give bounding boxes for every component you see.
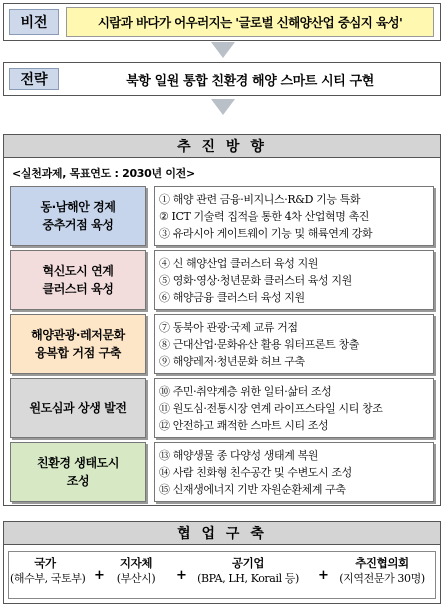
vision-label: 비전 bbox=[9, 9, 59, 35]
task-title-line: 클러스터 육성 bbox=[42, 282, 114, 296]
task-item: ⑬ 해양생물 종 다양성 생태계 복원 bbox=[159, 448, 319, 462]
strategy-label: 전략 bbox=[9, 68, 59, 90]
partner-detail: (해수부, 국토부) bbox=[10, 572, 86, 585]
task-item: ⑤ 영화·영상·청년문화 클러스터 육성 지원 bbox=[159, 273, 352, 287]
task-title-line: 해양관광·레저문화 bbox=[31, 328, 125, 342]
partner-detail: (지역전문가 30명) bbox=[339, 572, 425, 585]
vision-text: 시람과 바다가 어우러지는 '글로벌 신해양산업 중심지 육성' bbox=[66, 7, 434, 37]
partner-name: 국가 bbox=[34, 556, 56, 570]
vision-row bbox=[3, 3, 441, 41]
down-arrow-icon bbox=[211, 42, 235, 58]
partner-detail: (부산시) bbox=[116, 572, 156, 585]
task-item: ③ 유라시아 게이트웨이 기능 및 해륙연계 강화 bbox=[159, 226, 373, 240]
task-item: ④ 신 해양산업 클러스터 육성 지원 bbox=[159, 256, 319, 270]
task-title-line: 조성 bbox=[66, 474, 90, 488]
partner-detail: (BPA, LH, Korail 등) bbox=[197, 572, 299, 585]
task-item: ⑥ 해양금융 클러스터 육성 지원 bbox=[159, 290, 305, 304]
task-item: ⑦ 동북아 관광·국제 교류 거점 bbox=[159, 320, 298, 334]
strategy-row bbox=[3, 62, 441, 96]
task-title-line: 융복합 거점 구축 bbox=[35, 346, 121, 360]
task-item: ① 해양 관련 금융·비지니스·R&D 기능 특화 bbox=[159, 192, 361, 206]
task-title-box bbox=[10, 442, 146, 502]
partner-local-gov bbox=[106, 556, 166, 586]
strategy-text: 북항 일원 통합 친환경 해양 스마트 시티 구현 bbox=[126, 73, 374, 89]
down-arrow-icon bbox=[211, 99, 235, 115]
partner-name: 추진협의회 bbox=[355, 556, 409, 570]
task-item: ⑫ 안전하고 쾌적한 스마트 시티 조성 bbox=[159, 418, 329, 432]
direction-subtitle: <실천과제, 목표연도 : 2030년 이전> bbox=[12, 167, 195, 180]
task-title-line: 원도심과 상생 발전 bbox=[29, 401, 127, 415]
task-item: ⑪ 원도심·전통시장 연계 라이프스타일 시티 창조 bbox=[159, 401, 383, 415]
task-item: ⑩ 주민·취약계층 위한 일터·삶터 조성 bbox=[159, 384, 332, 398]
task-items-box bbox=[154, 314, 434, 374]
cooperation-title: 협 업 구 축 bbox=[3, 521, 441, 545]
task-items-box bbox=[154, 250, 434, 310]
task-title-box bbox=[10, 378, 146, 438]
partner-name: 공기업 bbox=[231, 556, 265, 570]
task-title-line: 중추거점 육성 bbox=[42, 218, 114, 232]
task-items-box bbox=[154, 186, 434, 246]
partner-council bbox=[330, 556, 434, 586]
task-items-box bbox=[154, 378, 434, 438]
task-title-box bbox=[10, 314, 146, 374]
task-item: ⑧ 근대산업·문화유산 활용 워터프론트 창출 bbox=[159, 337, 359, 351]
direction-title: 추 진 방 향 bbox=[3, 134, 441, 158]
partner-name: 지자체 bbox=[119, 556, 153, 570]
task-title-line: 혁신도시 연계 bbox=[42, 264, 114, 278]
plus-sign: + bbox=[94, 568, 105, 583]
plus-sign: + bbox=[318, 568, 329, 583]
task-title-line: 동·남해안 경제 bbox=[40, 200, 116, 214]
task-title-line: 친환경 생태도시 bbox=[36, 456, 120, 470]
task-items-box bbox=[154, 442, 434, 502]
task-item: ② ICT 기술력 집적을 통한 4차 산업혁명 촉진 bbox=[159, 209, 370, 223]
task-title-box bbox=[10, 186, 146, 246]
task-title-box bbox=[10, 250, 146, 310]
task-item: ⑮ 신재생에너지 기반 자원순환체계 구축 bbox=[159, 482, 346, 496]
partner-public-corp bbox=[188, 556, 308, 586]
partner-national bbox=[10, 556, 86, 586]
task-item: ⑭ 사람 친화형 친수공간 및 수변도시 조성 bbox=[159, 465, 352, 479]
plus-sign: + bbox=[176, 568, 187, 583]
task-item: ⑨ 해양레저·청년문화 허브 구축 bbox=[159, 354, 305, 368]
